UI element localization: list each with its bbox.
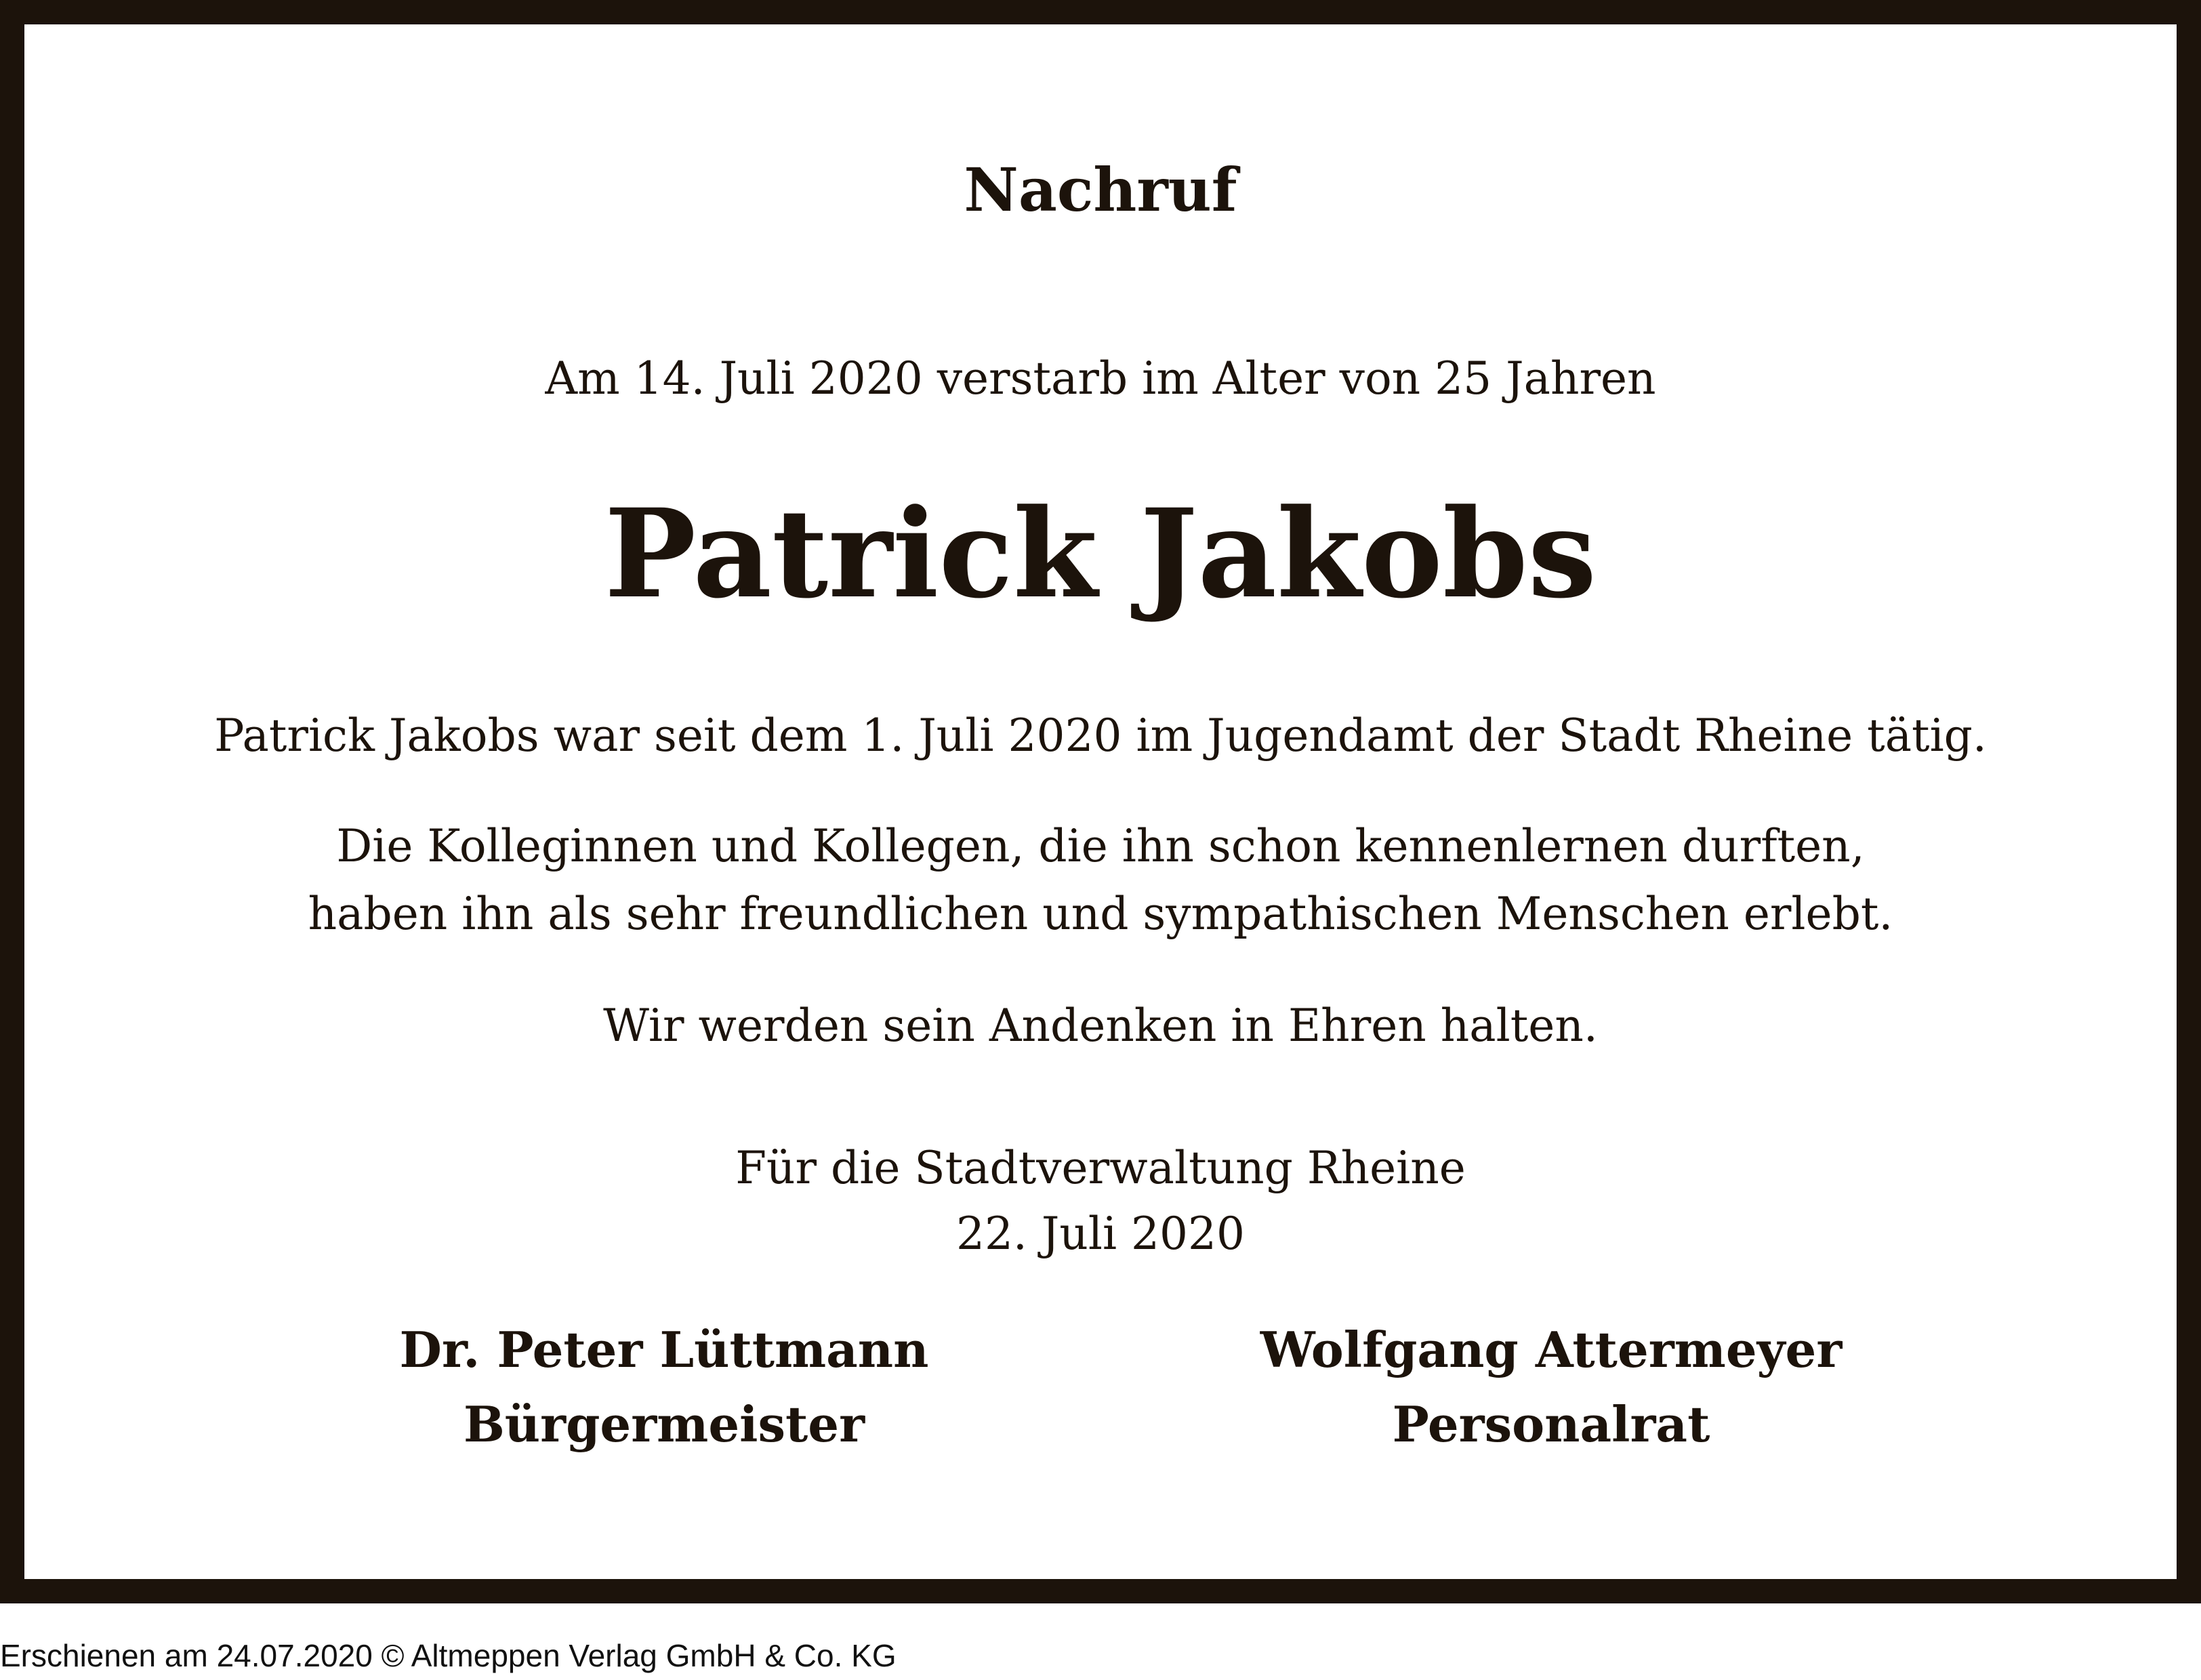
obituary-heading: Nachruf bbox=[964, 155, 1237, 225]
death-announcement: Am 14. Juli 2020 verstarb im Alter von 25 Jahren bbox=[545, 352, 1656, 405]
on-behalf-of: Für die Stadtverwaltung Rheine bbox=[735, 1142, 1466, 1194]
deceased-name: Patrick Jakobs bbox=[604, 483, 1597, 626]
colleagues-paragraph-line-2: haben ihn als sehr freundlichen und sympathischen Menschen erlebt. bbox=[308, 888, 1893, 940]
remembrance-paragraph: Wir werden sein Andenken in Ehren halten. bbox=[603, 1000, 1598, 1052]
publication-footer: Erschienen am 24.07.2020 © Altmeppen Verlag GmbH & Co. KG bbox=[0, 1638, 897, 1673]
colleagues-paragraph-line-1: Die Kolleginnen und Kollegen, die ihn schon kennenlernen durften, bbox=[336, 820, 1865, 872]
signatory-name-staff-council: Wolfgang Attermeyer bbox=[1260, 1321, 1843, 1378]
signatory-name-mayor: Dr. Peter Lüttmann bbox=[399, 1321, 929, 1378]
notice-date: 22. Juli 2020 bbox=[955, 1208, 1246, 1260]
employment-paragraph: Patrick Jakobs war seit dem 1. Juli 2020 im Jugendamt der Stadt Rheine tätig. bbox=[214, 710, 1987, 762]
signatory-role-staff-council: Personalrat bbox=[1392, 1395, 1710, 1453]
signatory-role-mayor: Bürgermeister bbox=[463, 1395, 865, 1453]
